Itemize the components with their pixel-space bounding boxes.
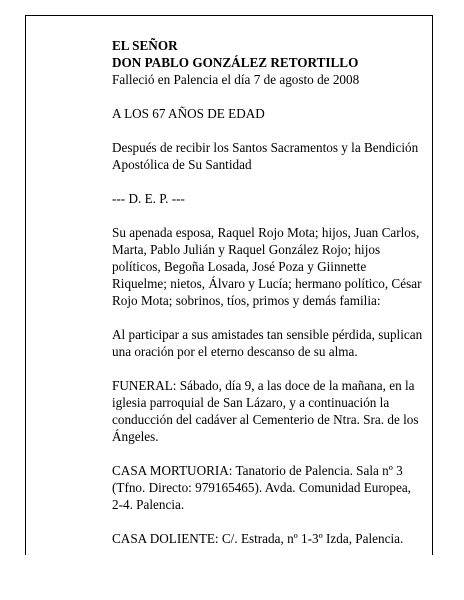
funeral-paragraph: FUNERAL: Sábado, día 9, a las doce de la mañana, en la iglesia parroquial de San Lázaro, y a continuación la conducción del cadáver al Cementerio de Ntra. Sra. de los Ángeles.: [112, 378, 419, 444]
casa-doliente-paragraph: CASA DOLIENTE: C/. Estrada, nº 1-3º Izda, Palencia.: [112, 531, 404, 546]
title-line-2: DON PABLO GONZÁLEZ RETORTILLO: [112, 55, 359, 70]
request-paragraph: Al participar a sus amistades tan sensible pérdida, suplican una oración por el eterno descanso de su alma.: [112, 327, 423, 359]
obituary-content: [112, 37, 424, 547]
casa-mortuoria-paragraph: CASA MORTUORIA: Tanatorio de Palencia. Sala nº 3 (Tfno. Directo: 979165465). Avda. Comunidad Europea, 2-4. Palencia.: [112, 463, 411, 512]
death-line: Falleció en Palencia el día 7 de agosto de 2008: [112, 72, 360, 87]
family-paragraph: Su apenada esposa, Raquel Rojo Mota; hijos, Juan Carlos, Marta, Pablo Julián y Raquel González Rojo; hijos políticos, Begoña Losada, José Poza y Giinnette Riquelme; nietos, Álvaro y Lucía; hermano político, César Rojo Mota; sobrinos, tíos, primos y demás familia:: [112, 225, 422, 308]
sacraments-paragraph: Después de recibir los Santos Sacramentos y la Bendición Apostólica de Su Santidad: [112, 140, 419, 172]
rip-line: --- D. E. P. ---: [112, 191, 185, 206]
title-line-1: EL SEÑOR: [112, 38, 178, 53]
age-line: A LOS 67 AÑOS DE EDAD: [112, 106, 265, 121]
